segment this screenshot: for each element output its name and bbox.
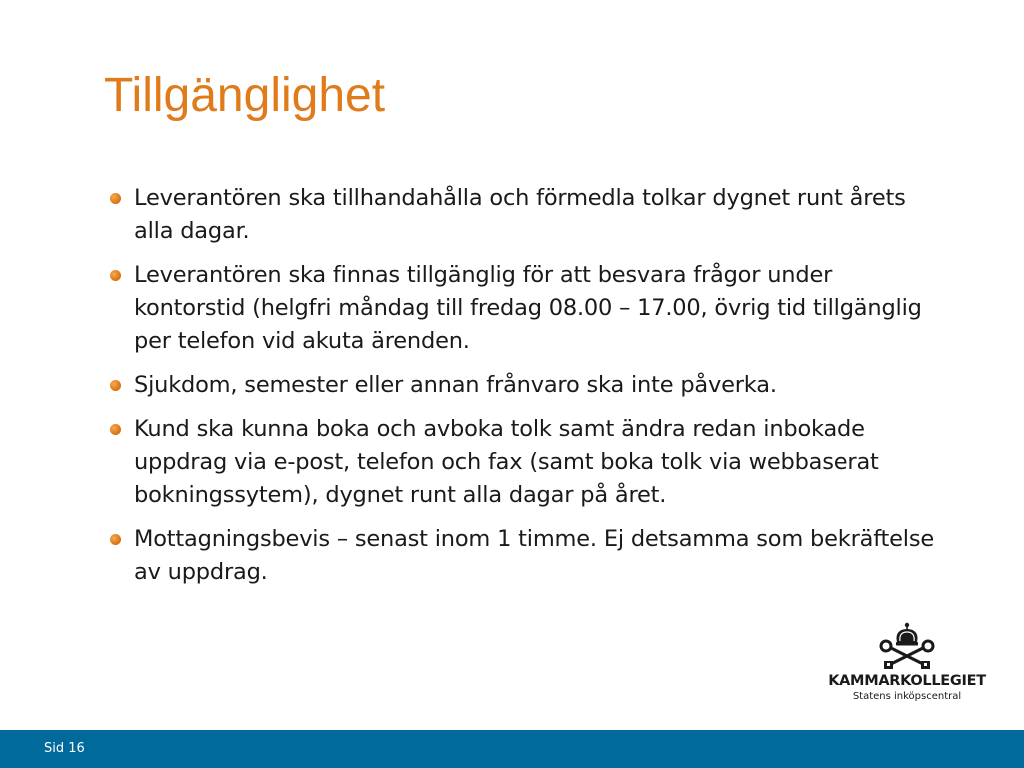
bullet-text-2: Leverantören ska finnas tillgänglig för att besvara frågor under kontorstid (helgfri måndag till fredag 08.00 – 17.00, övrig tid tillgänglig per telefon vid akuta ärenden. bbox=[134, 262, 922, 354]
page-number: Sid 16 bbox=[44, 741, 85, 756]
bullet-dot-icon bbox=[110, 193, 121, 204]
bullet-item-1 bbox=[108, 182, 938, 248]
kammarkollegiet-logo bbox=[822, 622, 992, 706]
bullet-dot-icon bbox=[110, 534, 121, 545]
bullet-text-3: Sjukdom, semester eller annan frånvaro ska inte påverka. bbox=[134, 372, 777, 398]
logo-subtitle: Statens inköpscentral bbox=[852, 691, 962, 702]
bullet-list bbox=[108, 182, 938, 600]
bullet-dot-icon bbox=[110, 380, 121, 391]
crown-and-keys-icon bbox=[876, 622, 938, 672]
bullet-item-2 bbox=[108, 259, 938, 358]
slide-title: Tillgänglighet bbox=[104, 69, 386, 122]
bullet-text-4: Kund ska kunna boka och avboka tolk samt ändra redan inbokade uppdrag via e-post, telefon och fax (samt boka tolk via webbaserat bokningssytem), dygnet runt alla dagar på året. bbox=[134, 416, 879, 508]
bullet-item-4 bbox=[108, 413, 938, 512]
bullet-text-1: Leverantören ska tillhandahålla och förmedla tolkar dygnet runt årets alla dagar. bbox=[134, 185, 906, 244]
footer-bar bbox=[0, 730, 1024, 768]
bullet-text-5: Mottagningsbevis – senast inom 1 timme. Ej detsamma som bekräftelse av uppdrag. bbox=[134, 526, 935, 585]
bullet-dot-icon bbox=[110, 270, 121, 281]
bullet-item-5 bbox=[108, 523, 938, 589]
bullet-item-3 bbox=[108, 369, 938, 402]
bullet-dot-icon bbox=[110, 424, 121, 435]
logo-name: KAMMARKOLLEGIET bbox=[828, 673, 986, 689]
